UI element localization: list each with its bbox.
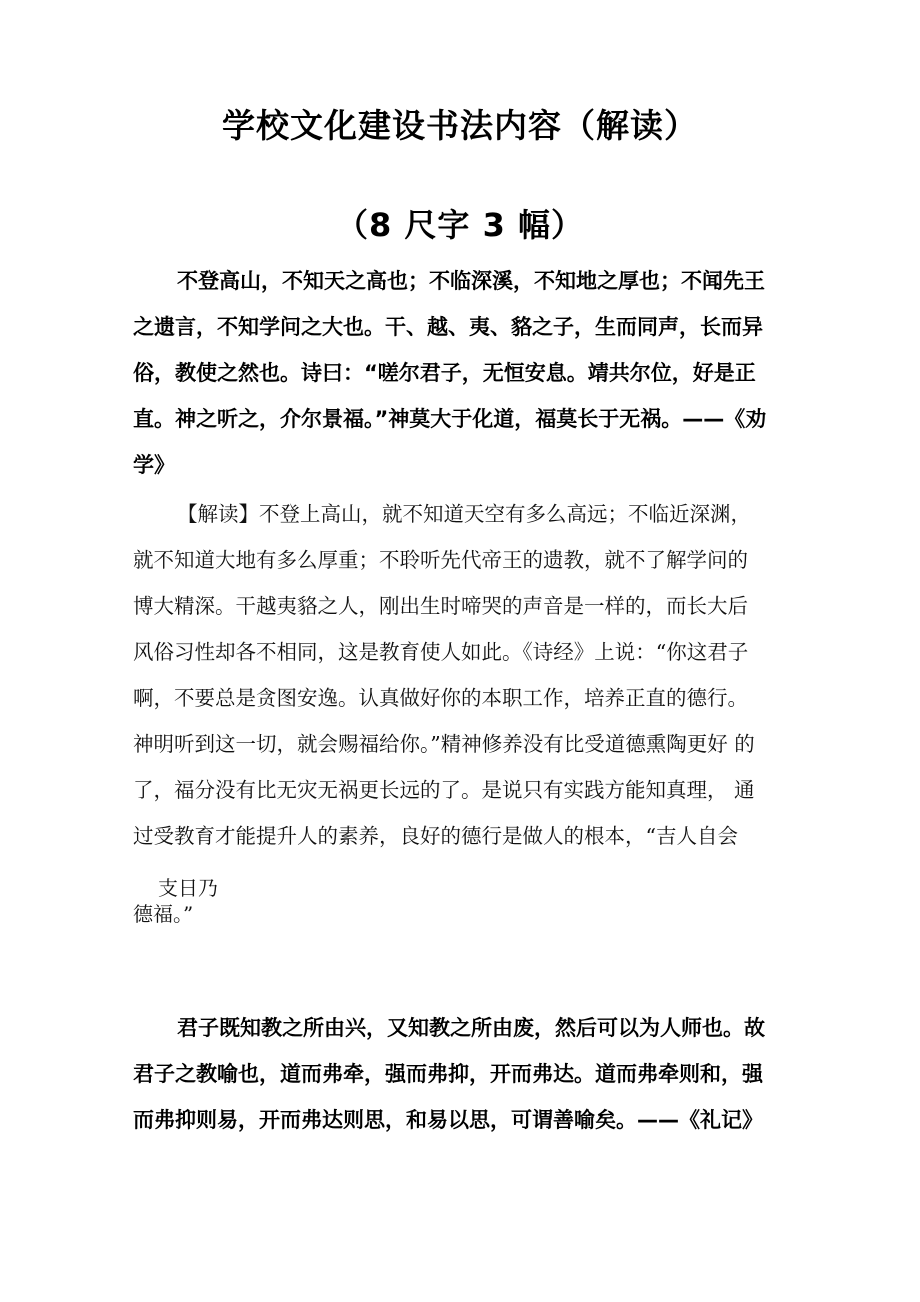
text-line: 俗，教使之然也。诗曰：“嗟尔君子，无恒安息。靖共尔位，好是正	[133, 361, 756, 385]
quote-liji	[133, 1005, 793, 1143]
text-line: 君子之教喻也，道而弗牵，强而弗抑，开而弗达。道而弗牵则和，强	[133, 1062, 763, 1086]
text-line: 了，福分没有比无灾无祸更长远的了。是说只有实践方能知真理， 通	[133, 778, 755, 802]
text-line: 就不知道大地有多么厚重；不聆听先代帝王的遗教，就不了解学问的	[133, 548, 748, 572]
text-line: 不登高山，不知天之高也；不临深溪，不知地之厚也；不闻先王	[177, 269, 765, 293]
text-line: 君子既知教之所由兴，又知教之所由废，然后可以为人师也。故	[177, 1016, 765, 1040]
text-fragment: 德福。”	[133, 902, 194, 926]
text-line: 神明听到这一切，就会赐福给你。”精神修养没有比受道德熏陶更好 的	[133, 732, 755, 756]
text-line: 【解读】不登上高山，就不知道天空有多么高远；不临近深渊，	[177, 502, 751, 526]
text-fragment: 支日乃	[158, 876, 218, 900]
page-title: 学校文化建设书法内容（解读）	[222, 106, 698, 145]
interpretation-paragraph	[133, 491, 793, 859]
quote-quanxue	[133, 258, 793, 488]
text-line: 风俗习性却各不相同，这是教育使人如此。《诗经》上说：“你这君子	[133, 640, 749, 664]
text-line: 之遗言，不知学问之大也。干、越、夷、貉之子，生而同声，长而异	[133, 315, 763, 339]
text-line: 啊，不要总是贪图安逸。认真做好你的本职工作，培养正直的德行。	[133, 686, 748, 710]
text-line: 学》	[133, 453, 175, 477]
text-line: 而弗抑则易，开而弗达则思，和易以思，可谓善喻矣。——《礼记》	[133, 1108, 763, 1132]
text-line: 博大精深。干越夷貉之人，刚出生时啼哭的声音是一样的，而长大后	[133, 594, 748, 618]
text-line: 过受教育才能提升人的素养，良好的德行是做人的根本，“吉人自会	[133, 824, 738, 848]
text-line: 直。神之听之，介尔景福。”神莫大于化道，福莫长于无祸。——《劝	[133, 407, 767, 431]
page-subtitle: （8 尺字 3 幅）	[336, 206, 584, 244]
